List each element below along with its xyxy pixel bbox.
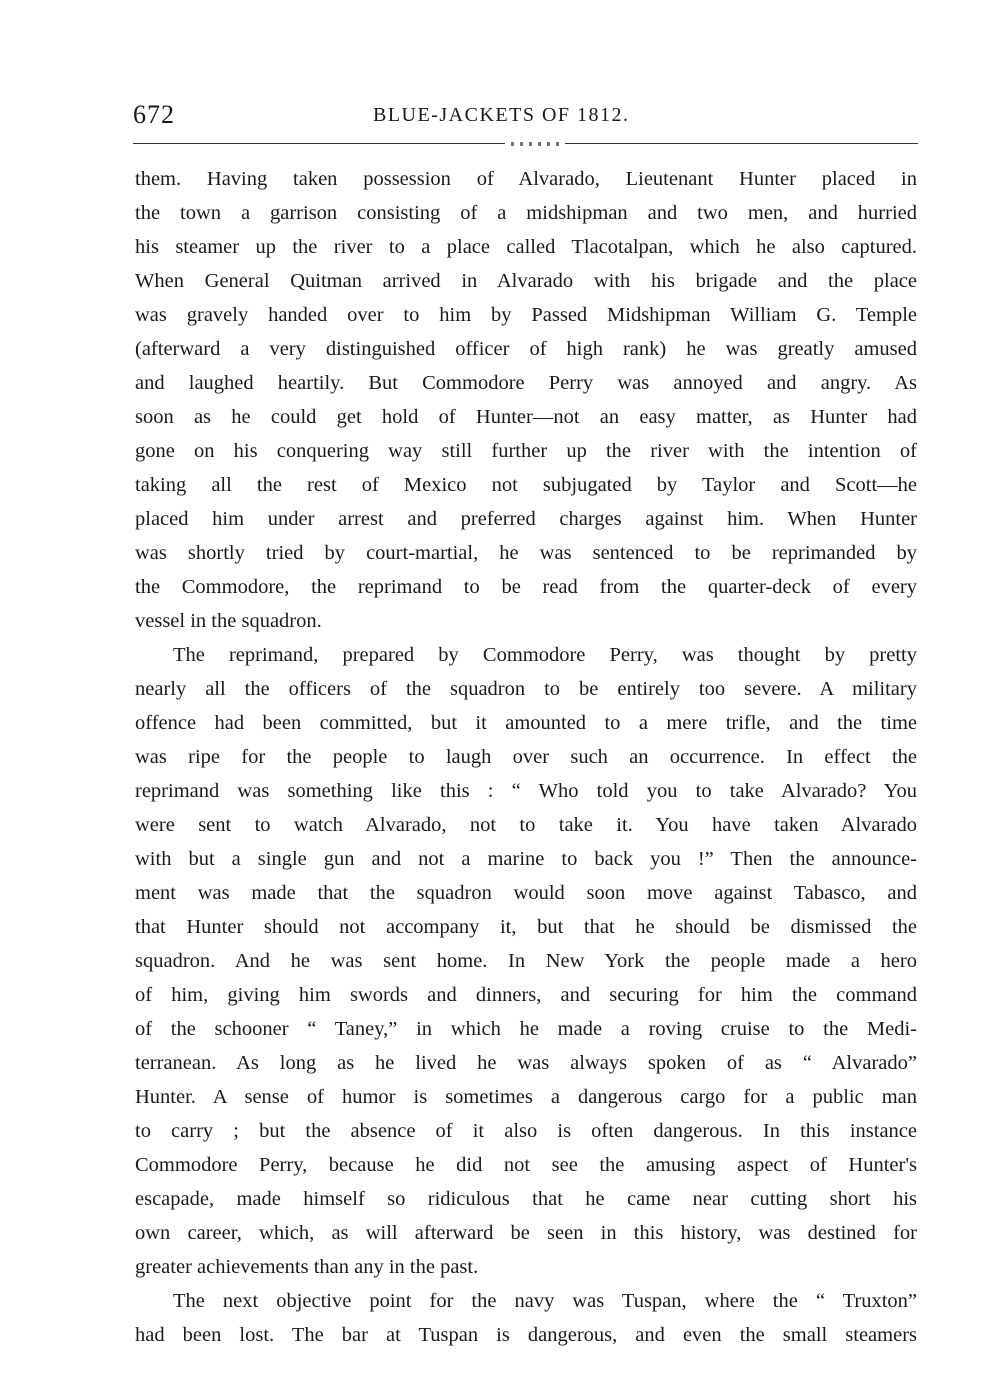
text-line: had been lost. The bar at Tuspan is dangerous, and even the small steamers [135, 1324, 917, 1346]
header-rule-broken-segment [505, 142, 565, 146]
body-text [135, 162, 917, 1352]
text-line: gone on his conquering way still further up the river with the intention of [135, 440, 917, 462]
text-line: soon as he could get hold of Hunter—not an easy matter, as Hunter had [135, 406, 917, 428]
page-number: 672 [133, 100, 175, 129]
text-line: terranean. As long as he lived he was always spoken of as “ Alvarado” [135, 1052, 917, 1074]
text-line: own career, which, as will afterward be seen in this history, was destined for [135, 1222, 917, 1244]
paragraph-start-line: The next objective point for the navy was Tuspan, where the “ Truxton” [173, 1290, 917, 1312]
text-line: greater achievements than any in the past. [135, 1256, 479, 1278]
text-line: placed him under arrest and preferred charges against him. When Hunter [135, 508, 917, 530]
text-line: with but a single gun and not a marine to back you !” Then the announce- [135, 848, 917, 870]
text-line: nearly all the officers of the squadron to be entirely too severe. A military [135, 678, 917, 700]
text-line: the Commodore, the reprimand to be read from the quarter-deck of every [135, 576, 917, 598]
text-line: reprimand was something like this : “ Who told you to take Alvarado? You [135, 780, 917, 802]
text-line: them. Having taken possession of Alvarado, Lieutenant Hunter placed in [135, 168, 917, 190]
text-line: vessel in the squadron. [135, 610, 322, 632]
text-line: offence had been committed, but it amounted to a mere trifle, and the time [135, 712, 917, 734]
text-line: When General Quitman arrived in Alvarado with his brigade and the place [135, 270, 917, 292]
text-line: and laughed heartily. But Commodore Perry was annoyed and angry. As [135, 372, 917, 394]
text-line: ment was made that the squadron would soon move against Tabasco, and [135, 882, 917, 904]
text-line: to carry ; but the absence of it also is often dangerous. In this instance [135, 1120, 917, 1142]
text-line: was shortly tried by court-martial, he was sentenced to be reprimanded by [135, 542, 917, 564]
text-line: taking all the rest of Mexico not subjugated by Taylor and Scott—he [135, 474, 917, 496]
running-head [133, 100, 918, 134]
text-line: squadron. And he was sent home. In New York the people made a hero [135, 950, 917, 972]
text-line: his steamer up the river to a place called Tlacotalpan, which he also captured. [135, 236, 917, 258]
text-line: (afterward a very distinguished officer of high rank) he was greatly amused [135, 338, 917, 360]
text-line: that Hunter should not accompany it, but that he should be dismissed the [135, 916, 917, 938]
paragraph-start-line: The reprimand, prepared by Commodore Perry, was thought by pretty [173, 644, 917, 666]
text-line: Commodore Perry, because he did not see the amusing aspect of Hunter's [135, 1154, 917, 1176]
text-line: of the schooner “ Taney,” in which he made a roving cruise to the Medi- [135, 1018, 917, 1040]
text-line: the town a garrison consisting of a midshipman and two men, and hurried [135, 202, 917, 224]
text-line: was ripe for the people to laugh over such an occurrence. In effect the [135, 746, 917, 768]
running-title: BLUE-JACKETS OF 1812. [373, 104, 630, 126]
text-line: of him, giving him swords and dinners, and securing for him the command [135, 984, 917, 1006]
text-line: were sent to watch Alvarado, not to take it. You have taken Alvarado [135, 814, 917, 836]
text-line: escapade, made himself so ridiculous that he came near cutting short his [135, 1188, 917, 1210]
text-line: Hunter. A sense of humor is sometimes a dangerous cargo for a public man [135, 1086, 917, 1108]
text-line: was gravely handed over to him by Passed Midshipman William G. Temple [135, 304, 917, 326]
